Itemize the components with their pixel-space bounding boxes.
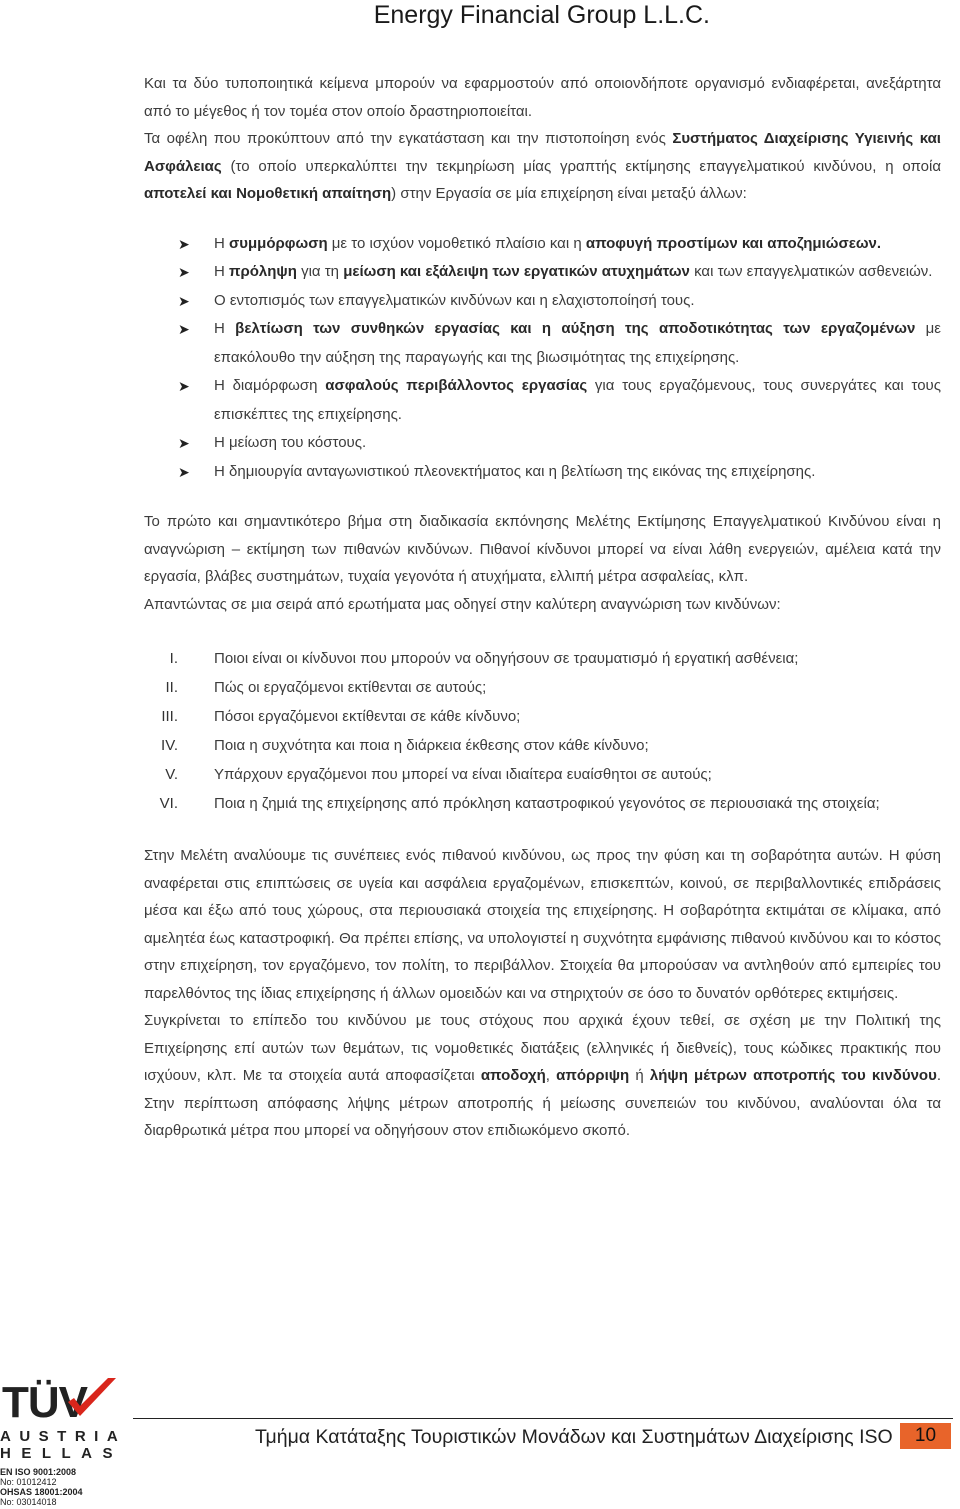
question-item: V. Υπάρχουν εργαζόμενοι που μπορεί να είναι ιδιαίτερα ευαίσθητοι σε αυτούς; (165, 766, 712, 783)
arrow-bullet-icon: ➤ (178, 264, 190, 280)
logo-hellas-text: HELLAS (0, 1445, 123, 1462)
footer-divider (133, 1418, 953, 1419)
arrow-bullet-icon: ➤ (178, 292, 190, 309)
benefit-item: ➤ Η συμμόρφωση με το ισχύον νομοθετικό πλαίσιο και η αποφυγή προστίμων και αποζημιώσεων. (144, 230, 941, 259)
benefit-item: ➤ Ο εντοπισμός των επαγγελματικών κινδύνων και η ελαχιστοποίησή τους. (144, 287, 941, 316)
benefit-item: ➤ Η βελτίωση των συνθηκών εργασίας και η αύξηση της αποδοτικότητας των εργαζομένων με επακόλουθο την αύξηση της παραγωγής και της βιωσιμότητας της επιχείρησης. (144, 315, 941, 372)
question-item: I. Ποιοι είναι οι κίνδυνοι που μπορούν να οδηγήσουν σε τραυματισμό ή εργατική ασθένεια; (169, 650, 799, 667)
benefits-list (144, 230, 941, 487)
cert-ohsas-number: No: 03014018 (0, 1497, 57, 1507)
questions-list (144, 644, 941, 818)
question-item: II. Πώς οι εργαζόμενοι εκτίθενται σε αυτούς; (165, 679, 487, 696)
intro-bold-system: Συστήματος Διαχείρισης Υγιεινής και Ασφάλειας (144, 130, 941, 175)
question-item: IV. Ποια η συχνότητα και ποια η διάρκεια έκθεσης στον κάθε κίνδυνο; (161, 737, 649, 754)
cert-iso-number: No: 01012412 (0, 1477, 57, 1487)
document-body (144, 70, 941, 1145)
tuv-austria-hellas-logo (0, 1376, 130, 1509)
checkmark-icon (64, 1376, 118, 1420)
intro-text-a: Τα οφέλη που προκύπτουν από την εγκατάσταση και την πιστοποίηση ενός (144, 130, 673, 147)
footer-title: Τμήμα Κατάταξης Τουριστικών Μονάδων και Συστημάτων Διαχείρισης ISO (255, 1426, 893, 1448)
question-item: VI. Ποια η ζημιά της επιχείρησης από πρόκληση καταστροφικού γεγονότος σε περιουσιακά της στοιχεία; (159, 795, 880, 812)
closing-paragraph-1: Στην Μελέτη αναλύουμε τις συνέπειες ενός πιθανού κινδύνου, ως προς την φύση και τη σοβαρότητα αυτών. Η φύση αναφέρεται στις επιπτώσεις σε υγεία και ασφάλεια εργαζομένων, επισκεπτών, κοινού, σε περιβαλλοντικές επιδράσεις μέσα και έξω από τους χώρους, στα περιουσιακά στοιχεία της επιχείρησης. Η σοβαρότητα εκτιμάται σε κλίμακα, από αμελητέα έως καταστροφική. Θα πρέπει επίσης, να υπολογιστεί η συχνότητα εμφάνισης πιθανού κινδύνου και το κόστος στην επιχείρηση, τον εργαζόμενο, τον πολίτη, το περιβάλλον. Στοιχεία θα μπορούσαν να αντληθούν από εμπειρίες του παρελθόντος της ίδιας επιχείρησης ή άλλων ομοειδών και να στηριχτούν σε όσο το δυνατόν ορθότερες εκτιμήσεις. (144, 847, 941, 1002)
logo-austria-text: AUSTRIA (0, 1428, 127, 1445)
page-number-badge: 10 (900, 1423, 951, 1449)
benefit-item: ➤ Η μείωση του κόστους. (144, 429, 941, 458)
cert-ohsas: OHSAS 18001:2004 (0, 1487, 83, 1497)
benefit-item: ➤ Η δημιουργία ανταγωνιστικού πλεονεκτήματος και η βελτίωση της εικόνας της επιχείρησης. (144, 458, 941, 487)
closing-paragraph-2: Συγκρίνεται το επίπεδο του κινδύνου με τους στόχους που αρχικά έχουν τεθεί, σε σχέση με την Πολιτική της Επιχείρησης επί αυτών των θεμάτων, τις νομοθετικές διατάξεις (ελληνικές ή διεθνείς), τους κώδικες πρακτικής που ισχύουν, κλπ. Με τα στοιχεία αυτά αποφασίζεται αποδοχή, απόρριψη ή λήψη μέτρων αποτροπής του κινδύνου. Στην περίπτωση απόφασης λήψης μέτρων αποτροπής ή μείωσης συνεπειών του κινδύνου, αναλύονται όλα τα διαρθρωτικά μέτρα που μπορεί να οδηγήσουν στον επιδιωκόμενο σκοπό. (144, 1012, 941, 1139)
middle-paragraph: Το πρώτο και σημαντικότερο βήμα στη διαδικασία εκπόνησης Μελέτης Εκτίμησης Επαγγελματικού Κινδύνου είναι η αναγνώριση – εκτίμηση των πιθανών κινδύνων. Πιθανοί κίνδυνοι μπορεί να είναι λάθη ενεργειών, αμέλεια κατά την εργασία, βλάβες συστημάτων, τυχαία γεγονότα ή ατυχήματα, ελλιπή μέτρα ασφαλείας, κλπ. (144, 513, 941, 585)
intro-paragraph-2 (144, 125, 941, 208)
arrow-bullet-icon: ➤ (178, 463, 190, 480)
middle-paragraph-last: Απαντώντας σε μια σειρά από ερωτήματα μας οδηγεί στην καλύτερη αναγνώριση των κινδύνων: (144, 595, 781, 613)
benefit-item: ➤ Η διαμόρφωση ασφαλούς περιβάλλοντος εργασίας για τους εργαζόμενους, τους συνεργάτες και τους επισκέπτες της επιχείρησης. (144, 372, 941, 429)
document-header-title: Energy Financial Group L.L.C. (373, 1, 710, 29)
arrow-bullet-icon: ➤ (178, 235, 190, 252)
intro-bold-legal: αποτελεί και Νομοθετική απαίτηση (144, 185, 392, 202)
intro-text-e: ) στην Εργασία σε μία επιχείρηση είναι μεταξύ άλλων: (391, 185, 747, 202)
benefit-item: ➤ Η πρόληψη για τη μείωση και εξάλειψη των εργατικών ατυχημάτων και των επαγγελματικών ασθενειών. (144, 258, 941, 287)
arrow-bullet-icon: ➤ (178, 321, 190, 337)
question-item: III. Πόσοι εργαζόμενοι εκτίθενται σε κάθε κίνδυνο; (161, 708, 521, 725)
arrow-bullet-icon: ➤ (178, 435, 190, 451)
arrow-bullet-icon: ➤ (178, 378, 190, 394)
intro-paragraph-1: Και τα δύο τυποποιητικά κείμενα μπορούν να εφαρμοστούν από οποιονδήποτε οργανισμό ενδιαφέρεται, ανεξάρτητα από το μέγεθος ή τον τομέα στον οποίο δραστηριοποιείται. (144, 75, 941, 120)
intro-text-c: (το οποίο υπερκαλύπτει την τεκμηρίωση μίας γραπτής εκτίμησης επαγγελματικού κινδύνου, η οποία (221, 157, 941, 175)
tuv-logo-text: TÜV (2, 1378, 87, 1427)
cert-iso-9001: EN ISO 9001:2008 (0, 1467, 77, 1477)
